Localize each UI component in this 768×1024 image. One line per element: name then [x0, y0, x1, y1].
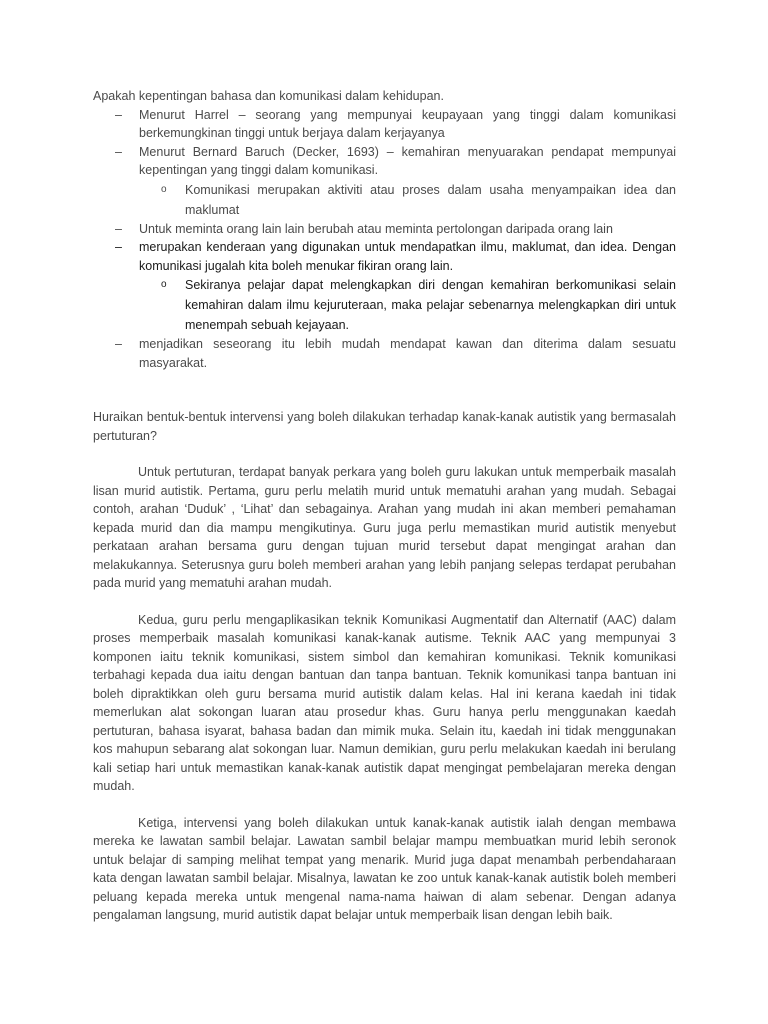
- bullet-text: Menurut Harrel – seorang yang mempunyai keupayaan yang tinggi dalam komunikasi berkemungkinan tinggi untuk berjaya dalam kerjayanya: [139, 107, 676, 140]
- dash-bullet: –: [115, 337, 122, 351]
- bullet-item: [93, 106, 676, 143]
- circle-bullet: o: [161, 183, 167, 195]
- dash-bullet: –: [115, 221, 122, 236]
- bullet-text: Menurut Bernard Baruch (Decker, 1693) – kemahiran menyuarakan pendapat mempunyai kepentingan yang tinggi dalam komunikasi.: [139, 144, 676, 177]
- bullet-item: [93, 335, 676, 372]
- bullet-item: [93, 238, 676, 275]
- paragraph-1: Untuk pertuturan, terdapat banyak perkara yang boleh guru lakukan untuk memperbaik masalah lisan murid autistik. Pertama, guru perlu melatih murid untuk mematuhi arahan yang mudah. Sebagai contoh, arahan ‘Duduk’ , ‘Lihat’ dan sebagainya. Arahan yang mudah ini akan memberi pemahaman kepada murid dan dia mampu mengikutinya. Guru juga perlu memastikan murid autistik menyebut perkataan arahan bersama guru dengan tujuan murid tersebut dapat mengingat arahan dan melakukannya. Seterusnya guru boleh memberi arahan yang lebih panjang selepas terdapat perubahan pada murid yang mematuhi arahan mudah.: [93, 465, 676, 590]
- question-2: Huraikan bentuk-bentuk intervensi yang boleh dilakukan terhadap kanak-kanak autistik yang bermasalah pertuturan?: [93, 410, 676, 443]
- sub-bullet-text: Sekiranya pelajar dapat melengkapkan diri dengan kemahiran berkomunikasi selain kemahiran dalam ilmu kejuruteraan, maka pelajar sebenarnya melengkapkan diri untuk menempah sebuah kejayaan.: [185, 278, 676, 332]
- paragraph-3: Ketiga, intervensi yang boleh dilakukan untuk kanak-kanak autistik ialah dengan membawa mereka ke lawatan sambil belajar. Lawatan sambil belajar mampu membuatkan murid lebih seronok untuk belajar di samping melihat tempat yang menarik. Murid juga dapat menambah perbendaharaan kata dengan lawatan sambil belajar. Misalnya, lawatan ke zoo untuk kanak-kanak autistik boleh memberi peluang kepada mereka untuk mengenal nama-nama haiwan di alam sebenar. Dengan adanya pengalaman langsung, murid autistik dapat belajar untuk memperbaik lisan dengan lebih baik.: [93, 815, 676, 922]
- bullet-text: menjadikan seseorang itu lebih mudah mendapat kawan dan diterima dalam sesuatu masyarakat.: [139, 337, 676, 370]
- document-page: [93, 87, 676, 925]
- circle-bullet: o: [161, 279, 167, 290]
- paragraph-2: Kedua, guru perlu mengaplikasikan teknik Komunikasi Augmentatif dan Alternatif (AAC) dalam proses memperbaik masalah komunikasi kanak-kanak autisme. Teknik AAC yang mempunyai 3 komponen iaitu teknik komunikasi, sistem simbol dan kemahiran komunikasi. Teknik komunikasi terbahagi kepada dua iaitu dengan bantuan dan tanpa bantuan. Teknik komunikasi tanpa bantuan ini boleh dipraktikkan oleh guru bersama murid autistik dalam kelas. Hal ini kerana kaedah ini tidak memerlukan alat sokongan luaran atau prosedur khas. Guru hanya perlu menggunakan kaedah pertuturan, bahasa isyarat, bahasa badan dan mimik muka. Selain itu, kaedah ini tidak menggunakan kos mahupun sebarang alat sokongan luar. Namun demikian, guru perlu melakukan kaedah ini berulang kali setiap hari untuk memastikan kanak-kanak autistik dapat mengingat pembelajaran mereka dengan mudah.: [93, 612, 676, 793]
- bullet-text: Untuk meminta orang lain lain berubah atau meminta pertolongan daripada orang lain: [139, 221, 613, 236]
- dash-bullet: –: [115, 240, 122, 254]
- dash-bullet: –: [115, 107, 122, 122]
- sub-bullet-item: [161, 275, 676, 335]
- dash-bullet: –: [115, 144, 122, 159]
- sub-bullet-text: Komunikasi merupakan aktiviti atau proses dalam usaha menyampaikan idea dan maklumat: [185, 182, 676, 217]
- bullet-item: [93, 143, 676, 180]
- sub-bullet-item: [161, 180, 676, 220]
- bullet-text: merupakan kenderaan yang digunakan untuk mendapatkan ilmu, maklumat, dan idea. Dengan komunikasi jugalah kita boleh menukar fikiran orang lain.: [139, 240, 676, 273]
- bullet-item: [93, 220, 676, 239]
- question-1: Apakah kepentingan bahasa dan komunikasi dalam kehidupan.: [93, 89, 444, 103]
